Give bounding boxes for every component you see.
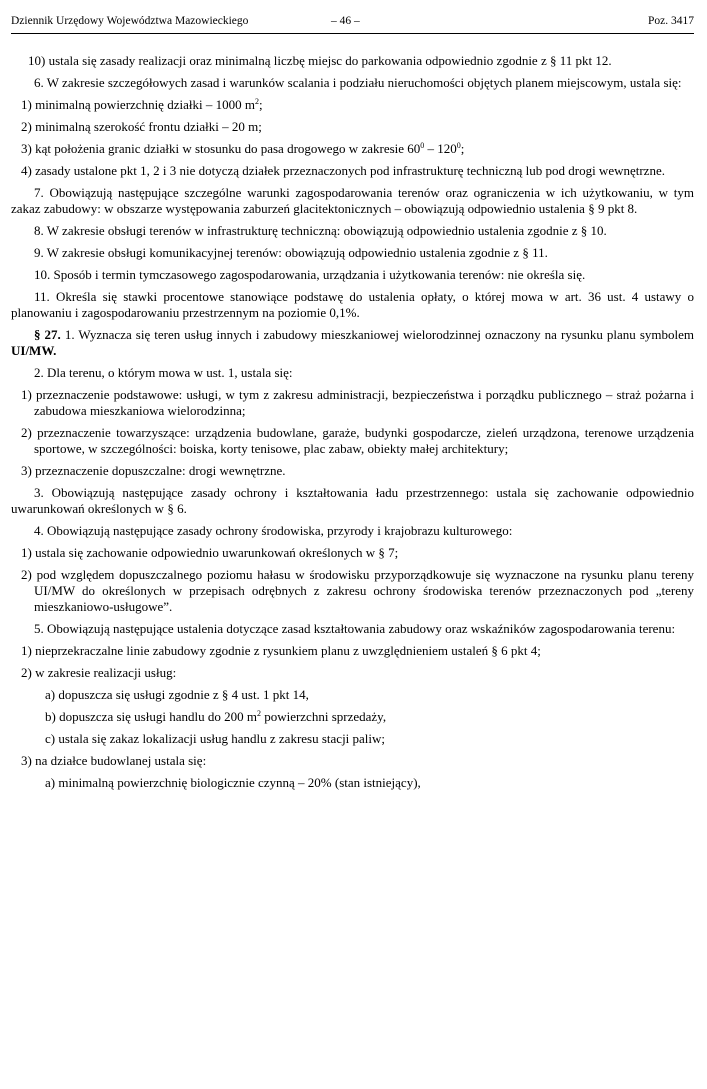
text-run: b) dopuszcza się usługi handlu do 200 m <box>45 709 257 724</box>
superscript: 0 <box>456 141 461 150</box>
paragraph: 11. Określa się stawki procentowe stanowiące podstawę do ustalenia opłaty, o której mowa w art. 36 ust. 4 ustawy o planowaniu i zagospodarowaniu przestrzennym na poziomie 0,1%. <box>11 289 694 320</box>
journal-title: Dziennik Urzędowy Województwa Mazowieckiego <box>11 15 249 27</box>
position-number: Poz. 3417 <box>648 15 694 27</box>
list-item: 1) nieprzekraczalne linie zabudowy zgodnie z rysunkiem planu z uwzględnieniem ustaleń § 6 pkt 4; <box>21 643 541 658</box>
paragraph: 7. Obowiązują następujące szczególne warunki zagospodarowania terenów oraz ograniczenia w ich użytkowaniu, w tym zakaz zabudowy: w obszarze występowania zaburzeń glacitektonicznych – obowiązują odpowiednio ustalenia § 9 pkt 8. <box>11 185 694 216</box>
paragraph: 2. Dla terenu, o którym mowa w ust. 1, ustala się: <box>34 365 293 380</box>
paragraph: 5. Obowiązują następujące ustalenia dotyczące zasad kształtowania zabudowy oraz wskaźników zagospodarowania terenu: <box>34 621 676 636</box>
paragraph: 8. W zakresie obsługi terenów w infrastrukturę techniczną: obowiązują odpowiednio ustalenia zgodnie z § 10. <box>34 223 607 238</box>
text-run: 1) minimalną powierzchnię działki – 1000 m <box>21 97 255 112</box>
list-item: 1) ustala się zachowanie odpowiednio uwarunkowań określonych w § 7; <box>21 545 399 560</box>
sub-item: a) dopuszcza się usługi zgodnie z § 4 ust. 1 pkt 14, <box>45 687 309 702</box>
paragraph: 6. W zakresie szczegółowych zasad i warunków scalania i podziału nieruchomości objętych planem miejscowym, ustala się: <box>34 75 682 90</box>
section-label: § 27. <box>34 327 61 342</box>
superscript: 2 <box>256 709 261 718</box>
text-run: ; <box>258 97 263 112</box>
sub-item: a) minimalną powierzchnię biologicznie czynną – 20% (stan istniejący), <box>45 775 421 790</box>
text-run: ; <box>460 141 465 156</box>
list-item: 2) pod względem dopuszczalnego poziomu hałasu w środowisku przyporządkowuje się wyznaczone na rysunku planu tereny UI/MW do określonych w przepisach odrębnych z zakresu ochrony środowiska terenów przeznaczonych pod „tereny mieszkaniowo-usługowe”. <box>21 567 694 614</box>
area-symbol: UI/MW. <box>11 343 57 358</box>
superscript: 0 <box>420 141 425 150</box>
text-run: 1. Wyznacza się teren usług innych i zabudowy mieszkaniowej wielorodzinnej oznaczony na rysunku planu symbolem <box>60 327 695 342</box>
superscript: 2 <box>254 97 259 106</box>
list-item: 1) przeznaczenie podstawowe: usługi, w tym z zakresu administracji, bezpieczeństwa i porządku publicznego – straż pożarna i zabudowa mieszkaniowa wielorodzinna; <box>21 387 694 418</box>
paragraph: 9. W zakresie obsługi komunikacyjnej terenów: obowiązują odpowiednio ustalenia zgodnie z § 11. <box>34 245 548 260</box>
list-item: 3) na działce budowlanej ustala się: <box>21 753 207 768</box>
paragraph: 3. Obowiązują następujące zasady ochrony i kształtowania ładu przestrzennego: ustala się zachowanie odpowiednio uwarunkowań określonych w § 6. <box>11 485 694 516</box>
text-run: 3) kąt położenia granic działki w stosunku do pasa drogowego w zakresie 60 <box>21 141 421 156</box>
page-number: – 46 – <box>331 15 360 27</box>
list-item: 3) przeznaczenie dopuszczalne: drogi wewnętrzne. <box>21 463 286 478</box>
list-item: 2) przeznaczenie towarzyszące: urządzenia budowlane, garaże, budynki gospodarcze, zieleń urządzona, terenowe urządzenia sportowe, w szczególności: boiska, korty tenisowe, plac zabaw, obiekty małej architektury; <box>21 425 694 456</box>
list-item <box>11 97 694 113</box>
text-run: – 120 <box>424 141 457 156</box>
page-header <box>11 14 694 34</box>
list-item: 2) w zakresie realizacji usług: <box>21 665 177 680</box>
list-item: 4) zasady ustalone pkt 1, 2 i 3 nie dotyczą działek przeznaczonych pod infrastrukturę techniczną lub pod drogi wewnętrzne. <box>21 163 665 178</box>
text-run: powierzchni sprzedaży, <box>260 709 387 724</box>
sub-item: c) ustala się zakaz lokalizacji usług handlu z zakresu stacji paliw; <box>45 731 386 746</box>
sub-item <box>11 709 694 725</box>
paragraph: 4. Obowiązują następujące zasady ochrony środowiska, przyrody i krajobrazu kulturowego: <box>34 523 513 538</box>
list-item <box>11 141 694 157</box>
paragraph: 10. Sposób i termin tymczasowego zagospodarowania, urządzania i użytkowania terenów: nie określa się. <box>34 267 586 282</box>
section-27-paragraph <box>11 327 694 359</box>
list-item: 2) minimalną szerokość frontu działki – 20 m; <box>21 119 262 134</box>
document-body <box>11 53 694 791</box>
list-item: 10) ustala się zasady realizacji oraz minimalną liczbę miejsc do parkowania odpowiednio zgodnie z § 11 pkt 12. <box>28 53 612 68</box>
